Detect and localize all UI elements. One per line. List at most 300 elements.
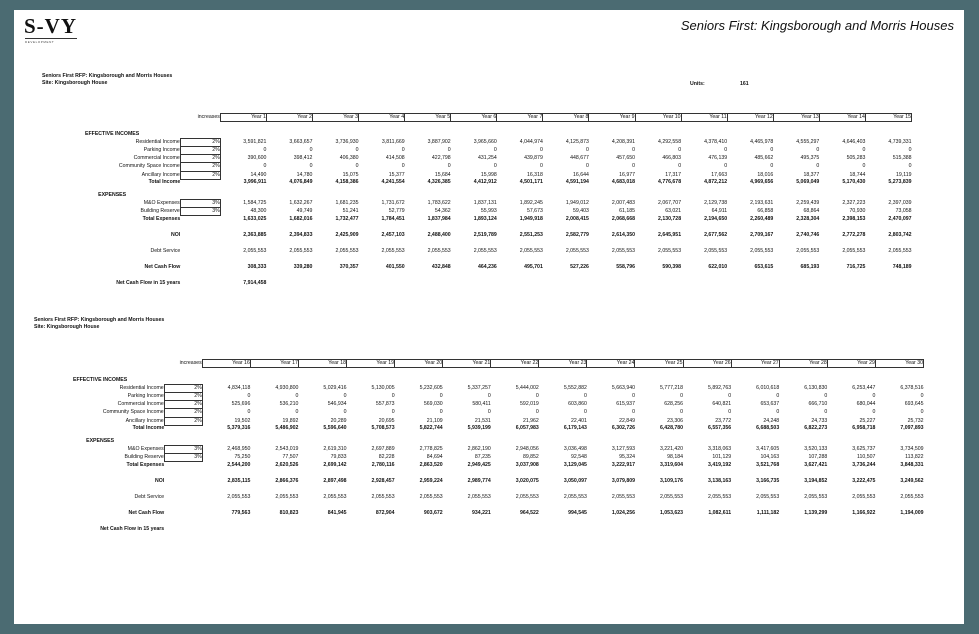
value-cell: 2,959,224 [419, 478, 443, 485]
value-cell: 401,550 [385, 264, 405, 271]
value-cell: 628,256 [664, 401, 684, 408]
value-cell: 1,632,267 [289, 199, 313, 206]
income-section-header: EFFECTIVE INCOMES [73, 377, 128, 384]
value-cell: 557,873 [375, 401, 395, 408]
value-cell: 716,725 [846, 264, 866, 271]
value-cell: 2,457,103 [381, 232, 405, 239]
year-header-row [36, 360, 924, 368]
year-header: Year 12 [727, 114, 773, 122]
value-cell: 4,646,403 [842, 139, 866, 146]
income-row [44, 171, 912, 179]
value-cell: 14,490 [250, 171, 267, 178]
increases-label: increases [179, 360, 202, 366]
cash-flow-table [44, 113, 912, 288]
increase-pct: 2% [180, 155, 220, 163]
value-cell: 2,709,167 [750, 232, 774, 239]
value-cell: 24,733 [811, 417, 828, 424]
year-header: Year 19 [347, 360, 395, 368]
value-cell: 0 [728, 393, 732, 400]
value-cell: 23,306 [667, 417, 684, 424]
row-label: M&O Expenses [143, 199, 180, 206]
noi-row [36, 478, 924, 485]
value-cell: 4,683,018 [611, 179, 635, 186]
value-cell: 4,739,331 [888, 139, 912, 146]
expense-section-header: EXPENSES [86, 438, 115, 444]
value-cell: 431,254 [478, 155, 497, 162]
value-cell: 685,193 [800, 264, 820, 271]
value-cell [202, 526, 250, 533]
row-label: Parking Income [143, 147, 180, 154]
value-cell: 3,520,133 [804, 445, 828, 452]
value-cell: 5,337,257 [467, 385, 491, 392]
value-cell: 5,939,199 [467, 425, 491, 432]
value-cell: 5,663,940 [611, 385, 635, 392]
expense-row [36, 445, 924, 453]
value-cell: 101,129 [712, 453, 732, 460]
value-cell: 0 [824, 409, 828, 416]
row-label: Debt Service [134, 494, 165, 501]
value-cell: 3,318,063 [708, 445, 732, 452]
value-cell: 903,672 [423, 510, 443, 517]
value-cell: 2,055,553 [419, 494, 443, 501]
value-cell: 6,010,618 [756, 385, 780, 392]
value-cell: 7,097,893 [900, 425, 924, 432]
value-cell: 2,780,116 [371, 461, 395, 468]
value-cell: 2,055,553 [704, 248, 728, 255]
value-cell: 0 [295, 409, 299, 416]
value-cell: 439,879 [524, 155, 543, 162]
value-cell: 59,403 [573, 207, 589, 214]
value-cell: 3,419,192 [708, 461, 732, 468]
value-cell: 18,744 [849, 171, 866, 178]
value-cell: 2,327,223 [842, 199, 866, 206]
value-cell: 0 [439, 409, 443, 416]
increase-pct: 2% [180, 171, 220, 179]
value-cell: 485,662 [754, 155, 774, 162]
row-label: Residential Income [135, 139, 180, 146]
value-cell: 2,055,553 [371, 494, 395, 501]
value-cell: 15,075 [342, 171, 359, 178]
net-cash-flow-15-row [36, 526, 924, 533]
value-cell: 2,055,553 [519, 248, 543, 255]
value-cell: 84,694 [426, 453, 443, 460]
year-header: Year 23 [539, 360, 587, 368]
value-cell: 422,798 [431, 155, 451, 162]
value-cell: 2,645,951 [658, 232, 682, 239]
value-cell: 0 [309, 147, 313, 154]
value-cell: 2,055,553 [467, 494, 491, 501]
value-cell: 19,502 [234, 417, 251, 424]
increase-pct: 3% [164, 453, 202, 461]
row-label: Total Income [132, 425, 165, 432]
value-cell: 2,677,562 [704, 232, 728, 239]
value-cell: 653,637 [760, 401, 780, 408]
value-cell: 19,119 [896, 171, 912, 178]
value-cell: 2,067,707 [658, 199, 682, 206]
increase-pct: 2% [180, 163, 220, 171]
income-row [36, 409, 924, 417]
value-cell: 6,057,983 [515, 425, 539, 432]
value-cell: 0 [584, 393, 587, 400]
value-cell: 2,055,553 [852, 494, 876, 501]
value-cell: 3,811,669 [381, 139, 405, 146]
value-cell: 1,024,256 [611, 510, 635, 517]
value-cell: 2,551,253 [519, 232, 543, 239]
value-cell: 0 [770, 147, 774, 154]
year-header: Year 8 [543, 114, 589, 122]
value-cell: 89,852 [522, 453, 539, 460]
value-cell: 0 [263, 147, 267, 154]
year-header: Year 22 [491, 360, 539, 368]
value-cell: 3,037,908 [515, 461, 539, 468]
value-cell: 0 [862, 163, 866, 170]
value-cell: 1,166,922 [852, 510, 876, 517]
value-cell: 113,822 [905, 453, 924, 460]
value-cell: 0 [493, 147, 497, 154]
value-cell: 6,688,503 [756, 425, 780, 432]
value-cell: 2,055,553 [381, 248, 405, 255]
value-cell: 558,796 [616, 264, 635, 271]
value-cell: 16,977 [619, 171, 635, 178]
row-label: Commercial Income [133, 155, 180, 162]
value-cell: 5,170,430 [842, 179, 866, 186]
document-page [14, 10, 964, 624]
value-cell: 3,734,509 [900, 445, 924, 452]
value-cell: 15,998 [480, 171, 497, 178]
value-cell: 622,010 [708, 264, 728, 271]
value-cell: 0 [584, 409, 587, 416]
value-cell: 0 [355, 147, 359, 154]
value-cell: 0 [539, 147, 543, 154]
value-cell: 5,708,573 [371, 425, 395, 432]
value-cell: 592,019 [520, 401, 539, 408]
value-cell: 1,784,451 [381, 215, 405, 222]
debt-service-row [36, 494, 924, 501]
value-cell: 0 [535, 409, 539, 416]
value-cell: 2,470,097 [888, 215, 912, 222]
value-cell: 0 [247, 393, 251, 400]
value-cell: 5,130,005 [371, 385, 395, 392]
value-cell: 0 [632, 147, 635, 154]
value-cell: 3,222,475 [852, 478, 876, 485]
value-cell: 536,210 [279, 401, 299, 408]
value-cell: 2,425,909 [335, 232, 359, 239]
value-cell: 16,644 [573, 171, 589, 178]
value-cell: 3,663,657 [289, 139, 313, 146]
value-cell: 19,892 [282, 417, 299, 424]
value-cell: 934,221 [471, 510, 491, 517]
value-cell: 2,055,553 [275, 494, 299, 501]
value-cell: 0 [920, 393, 924, 400]
value-cell: 779,563 [231, 510, 251, 517]
value-cell: 5,379,316 [227, 425, 251, 432]
value-cell: 5,822,744 [419, 425, 443, 432]
value-cell: 0 [816, 147, 820, 154]
sheet-title: Seniors First RFP: Kingsborough and Morris Houses [34, 317, 165, 323]
year-header: Year 13 [773, 114, 819, 122]
row-label: M&O Expenses [127, 445, 164, 452]
value-cell: 0 [724, 163, 728, 170]
value-cell: 0 [355, 163, 359, 170]
income-row [36, 393, 924, 401]
row-label: Total Expenses [126, 461, 165, 468]
year-header: Year 7 [497, 114, 543, 122]
value-cell: 0 [920, 409, 924, 416]
value-cell: 2,863,520 [419, 461, 443, 468]
value-cell: 3,848,331 [900, 461, 924, 468]
value-cell: 2,363,885 [243, 232, 267, 239]
value-cell: 0 [632, 393, 635, 400]
value-cell: 0 [824, 393, 828, 400]
year-header: Year 11 [681, 114, 727, 122]
value-cell: 841,945 [327, 510, 347, 517]
value-cell: 2,862,190 [467, 445, 491, 452]
total-expenses-row [44, 216, 912, 224]
value-cell: 1,633,025 [243, 215, 267, 222]
value-cell: 6,378,516 [900, 385, 924, 392]
value-cell: 640,821 [712, 401, 732, 408]
value-cell: 0 [872, 409, 876, 416]
value-cell: 18,016 [757, 171, 774, 178]
value-cell: 0 [770, 163, 774, 170]
value-cell: 3,050,097 [563, 478, 587, 485]
value-cell: 48,300 [250, 207, 267, 214]
value-cell: 2,055,553 [323, 494, 347, 501]
year-header: Year 2 [266, 114, 312, 122]
year-header: Year 30 [875, 360, 923, 368]
net-cash-flow-row [36, 510, 924, 517]
value-cell: 23,772 [715, 417, 732, 424]
value-cell: 2,055,553 [563, 494, 587, 501]
value-cell: 2,055,553 [804, 494, 828, 501]
value-cell: 5,486,902 [275, 425, 299, 432]
value-cell: 2,129,738 [704, 199, 728, 206]
value-cell: 57,673 [526, 207, 543, 214]
value-cell: 3,627,421 [804, 461, 828, 468]
year-header: Year 21 [443, 360, 491, 368]
year-header: Year 16 [202, 360, 250, 368]
value-cell: 390,600 [247, 155, 267, 162]
increase-pct: 3% [180, 199, 220, 207]
value-cell: 98,184 [667, 453, 684, 460]
value-cell: 24,248 [763, 417, 780, 424]
value-cell: 49,749 [296, 207, 313, 214]
value-cell: 5,029,416 [323, 385, 347, 392]
row-label: Ancillary Income [125, 417, 164, 424]
value-cell: 4,378,410 [704, 139, 728, 146]
year-header: Year 5 [405, 114, 451, 122]
logo-subtitle: DEVELOPMENT [25, 38, 77, 44]
value-cell: 0 [309, 163, 313, 170]
income-row [44, 139, 912, 147]
value-cell: 2,866,376 [275, 478, 299, 485]
year-header: Year 6 [451, 114, 497, 122]
value-cell: 54,362 [434, 207, 451, 214]
value-cell: 2,055,553 [565, 248, 589, 255]
value-cell: 2,055,553 [289, 248, 313, 255]
value-cell: 61,185 [619, 207, 635, 214]
cash-flow-table [36, 359, 924, 534]
value-cell: 3,109,176 [659, 478, 684, 485]
year-header: Year 15 [865, 114, 911, 122]
value-cell: 6,253,447 [852, 385, 876, 392]
value-cell: 1,681,235 [335, 199, 359, 206]
value-cell: 4,834,118 [227, 385, 251, 392]
value-cell: 2,740,746 [796, 232, 820, 239]
noi-row [44, 232, 912, 239]
value-cell: 1,783,622 [427, 199, 451, 206]
increase-pct: 2% [164, 417, 202, 425]
value-cell: 2,928,457 [371, 478, 395, 485]
value-cell: 2,055,553 [243, 248, 267, 255]
value-cell: 21,962 [522, 417, 539, 424]
value-cell: 2,835,115 [227, 478, 251, 485]
value-cell: 0 [391, 393, 395, 400]
value-cell: 546,934 [327, 401, 347, 408]
row-label: Residential Income [119, 385, 164, 392]
value-cell: 810,823 [279, 510, 299, 517]
value-cell: 5,232,605 [419, 385, 443, 392]
row-label: Community Space Income [118, 163, 180, 170]
value-cell: 2,055,553 [473, 248, 497, 255]
value-cell: 569,030 [423, 401, 443, 408]
value-cell: 4,969,656 [750, 179, 774, 186]
value-cell: 64,911 [711, 207, 728, 214]
income-row [44, 147, 912, 155]
value-cell: 5,777,218 [659, 385, 684, 392]
increase-pct: 3% [164, 445, 202, 453]
value-cell: 495,375 [800, 155, 820, 162]
value-cell: 3,020,075 [515, 478, 539, 485]
value-cell: 414,508 [385, 155, 405, 162]
value-cell: 3,625,737 [852, 445, 876, 452]
row-label: Net Cash Flow in 15 years [100, 526, 165, 533]
value-cell: 0 [487, 393, 491, 400]
value-cell: 82,228 [378, 453, 395, 460]
value-cell: 22,401 [571, 417, 587, 424]
value-cell: 2,582,779 [565, 232, 589, 239]
value-cell: 77,507 [282, 453, 299, 460]
value-cell: 527,226 [570, 264, 589, 271]
year-header: Year 17 [250, 360, 298, 368]
value-cell: 0 [586, 163, 589, 170]
value-cell: 63,021 [665, 207, 682, 214]
value-cell: 2,328,304 [796, 215, 820, 222]
row-label: Commercial Income [117, 401, 164, 408]
value-cell: 2,055,553 [756, 494, 780, 501]
value-cell: 4,241,554 [381, 179, 405, 186]
value-cell: 2,055,553 [888, 248, 912, 255]
value-cell: 4,555,297 [796, 139, 820, 146]
value-cell: 0 [680, 393, 684, 400]
value-cell: 0 [776, 393, 780, 400]
value-cell: 75,250 [234, 453, 251, 460]
value-cell: 1,584,725 [243, 199, 267, 206]
row-label: NOI [154, 478, 165, 485]
value-cell: 666,710 [808, 401, 828, 408]
value-cell: 3,166,735 [756, 478, 780, 485]
value-cell: 2,398,153 [842, 215, 866, 222]
value-cell: 0 [816, 163, 820, 170]
value-cell: 693,645 [904, 401, 924, 408]
value-cell: 4,591,194 [565, 179, 589, 186]
value-cell: 22,849 [619, 417, 635, 424]
value-cell: 3,996,911 [243, 179, 267, 186]
value-cell: 6,179,143 [563, 425, 587, 432]
year-header: Year 10 [635, 114, 681, 122]
value-cell: 66,858 [757, 207, 774, 214]
page-title: Seniors First: Kingsborough and Morris Houses [680, 18, 954, 33]
value-cell: 495,701 [524, 264, 543, 271]
value-cell: 20,289 [330, 417, 347, 424]
value-cell: 52,779 [388, 207, 405, 214]
row-label: Total Income [148, 179, 181, 186]
value-cell: 3,887,902 [427, 139, 451, 146]
value-cell: 0 [447, 163, 451, 170]
value-cell: 4,125,873 [565, 139, 589, 146]
value-cell: 2,194,650 [704, 215, 728, 222]
value-cell: 653,615 [754, 264, 774, 271]
value-cell: 0 [263, 163, 267, 170]
value-cell: 1,837,131 [473, 199, 497, 206]
value-cell: 3,319,604 [659, 461, 684, 468]
value-cell: 590,398 [662, 264, 682, 271]
increase-pct: 2% [164, 409, 202, 417]
expense-row [44, 199, 912, 207]
value-cell: 0 [586, 147, 589, 154]
income-row [44, 163, 912, 171]
value-cell: 4,872,212 [704, 179, 728, 186]
value-cell: 2,055,553 [658, 248, 682, 255]
value-cell: 0 [343, 393, 347, 400]
value-cell: 2,055,553 [796, 248, 820, 255]
row-label: Total Expenses [142, 215, 181, 222]
value-cell: 0 [908, 163, 912, 170]
value-cell: 0 [401, 163, 405, 170]
income-section-header: EFFECTIVE INCOMES [85, 131, 140, 138]
value-cell: 3,736,244 [852, 461, 876, 468]
value-cell: 3,127,593 [611, 445, 635, 452]
value-cell: 4,158,386 [335, 179, 359, 186]
value-cell: 2,193,631 [750, 199, 774, 206]
value-cell: 4,326,385 [427, 179, 451, 186]
value-cell: 4,292,558 [658, 139, 682, 146]
value-cell: 73,058 [895, 207, 912, 214]
value-cell: 107,288 [808, 453, 828, 460]
increase-pct: 2% [164, 401, 202, 409]
value-cell: 0 [343, 409, 347, 416]
value-cell: 0 [678, 147, 682, 154]
value-cell: 2,949,425 [467, 461, 491, 468]
value-cell: 432,848 [431, 264, 451, 271]
value-cell: 2,055,553 [427, 248, 451, 255]
value-cell: 18,377 [803, 171, 820, 178]
income-row [36, 385, 924, 393]
value-cell: 1,949,012 [565, 199, 589, 206]
value-cell: 872,904 [375, 510, 395, 517]
increase-pct: 2% [164, 385, 202, 393]
year-header: Year 3 [312, 114, 358, 122]
value-cell: 0 [724, 147, 728, 154]
value-cell: 14,780 [296, 171, 313, 178]
value-cell: 0 [776, 409, 780, 416]
value-cell: 2,260,489 [750, 215, 774, 222]
value-cell: 2,544,200 [227, 461, 251, 468]
year-header: Year 29 [827, 360, 875, 368]
value-cell: 2,948,056 [515, 445, 539, 452]
value-cell: 748,189 [892, 264, 912, 271]
value-cell: 2,394,833 [289, 232, 313, 239]
